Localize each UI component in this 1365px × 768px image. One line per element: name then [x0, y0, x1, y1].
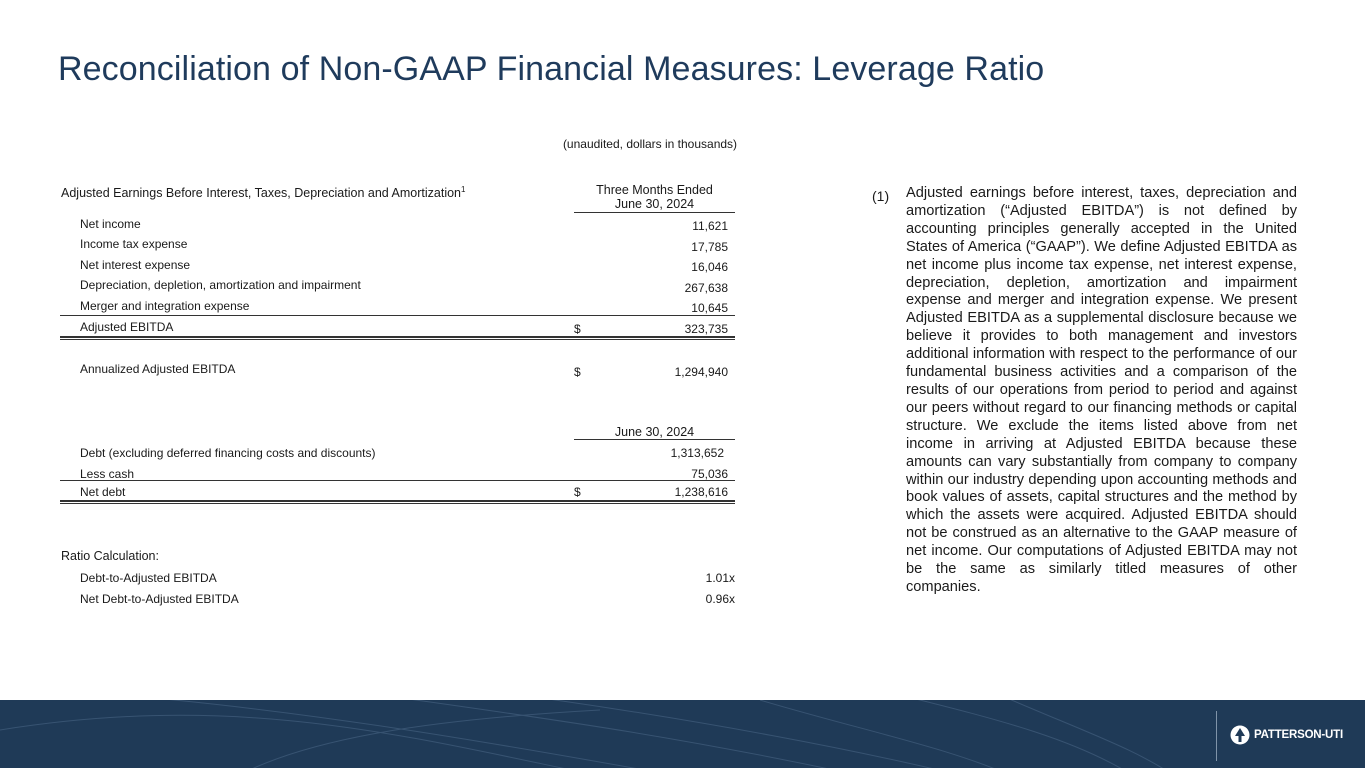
row-value: 267,638 — [684, 281, 728, 295]
footnote-marker: (1) — [872, 188, 890, 204]
adjusted-ebitda-label: Adjusted EBITDA — [80, 320, 174, 334]
row-label: Income tax expense — [80, 237, 188, 251]
adjusted-ebitda-value: 323,735 — [684, 322, 728, 336]
logo-mark-icon — [1230, 725, 1250, 745]
page-title: Reconciliation of Non-GAAP Financial Measures: Leverage Ratio — [58, 50, 1045, 88]
double-underline — [60, 336, 735, 340]
subtotal-rule — [60, 480, 735, 481]
col-header-underline — [574, 212, 735, 213]
row-value: 11,621 — [692, 219, 728, 233]
currency-symbol: $ — [574, 365, 581, 379]
col-header-underline — [574, 439, 735, 440]
col-header-line1: Three Months Ended — [596, 183, 713, 197]
net-debt-label: Net debt — [80, 485, 126, 499]
ratio-heading: Ratio Calculation: — [61, 549, 159, 563]
ratio-label: Debt-to-Adjusted EBITDA — [80, 571, 217, 585]
row-value: 16,046 — [691, 260, 728, 274]
double-underline — [60, 500, 735, 504]
row-label: Debt (excluding deferred financing costs and discounts) — [80, 446, 376, 460]
annualized-ebitda-label: Annualized Adjusted EBITDA — [80, 362, 236, 376]
col-header-line2: June 30, 2024 — [614, 197, 695, 211]
row-label: Net income — [80, 217, 141, 231]
annualized-ebitda-value: 1,294,940 — [674, 365, 728, 379]
ratio-value: 0.96x — [705, 592, 735, 606]
row-value: 1,313,652 — [670, 446, 724, 460]
ebitda-heading — [61, 185, 465, 200]
footer-divider — [1216, 711, 1217, 761]
row-value: 10,645 — [691, 301, 728, 315]
currency-symbol: $ — [574, 322, 581, 336]
footer-swoosh-decoration — [0, 700, 1365, 768]
row-label: Depreciation, depletion, amortization and impairment — [80, 278, 361, 292]
ebitda-heading-text: Adjusted Earnings Before Interest, Taxes, Depreciation and Amortization — [61, 186, 461, 201]
ratio-value: 1.01x — [705, 571, 735, 585]
currency-symbol: $ — [574, 485, 581, 499]
col-header-june: June 30, 2024 — [614, 425, 695, 439]
row-label: Merger and integration expense — [80, 299, 250, 313]
patterson-uti-logo — [1230, 724, 1343, 746]
row-value: 17,785 — [691, 240, 728, 254]
row-label: Net interest expense — [80, 258, 191, 272]
subtotal-rule — [60, 315, 735, 316]
row-label: Less cash — [80, 467, 135, 481]
footnote-text: Adjusted earnings before interest, taxes, depreciation and amortization (“Adjusted EBITDA”) is not defined by accounting principles generally accepted in the United States of America (“GAAP”). We define Adjusted EBITDA as net income plus income tax expense, net interest expense, depreciation, depletion, amortization and impairment expense and merger and integration expense. We present Adjusted EBITDA as a supplemental disclosure because we believe it provides to both management and investors additional information with respect to the performance of our fundamental business activities and a comparison of the results of our operations from period to period and against our peers without regard to our financing methods or capital structure. We exclude the items listed above from net income in arriving at Adjusted EBITDA because these amounts can vary substantially from company to company within our industry depending upon accounting methods and book values of assets, capital structures and the method by which the assets were acquired. Adjusted EBITDA should not be construed as an alternative to the GAAP measure of net income. Our computations of Adjusted EBITDA may not be the same as similarly titled measures of other companies. — [906, 185, 1297, 595]
col-header-three-months — [574, 183, 735, 211]
footnote-ref: 1 — [461, 185, 466, 194]
footer-band — [0, 700, 1365, 768]
table-subtitle: (unaudited, dollars in thousands) — [562, 137, 738, 151]
net-debt-value: 1,238,616 — [674, 485, 728, 499]
row-value: 75,036 — [691, 467, 728, 481]
ratio-label: Net Debt-to-Adjusted EBITDA — [80, 592, 239, 606]
logo-text: PATTERSON-UTI — [1254, 729, 1343, 741]
